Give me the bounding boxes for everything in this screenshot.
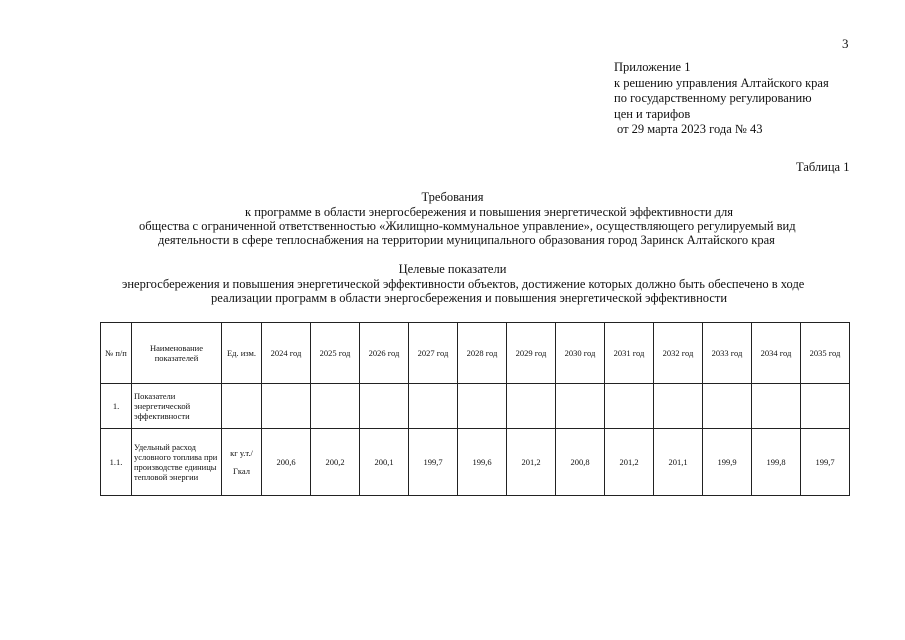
header-cell-year: 2024 год [262,323,311,384]
header-cell-year: 2034 год [752,323,801,384]
unit-line: кг у.т./ [230,448,253,458]
appendix-line: от 29 марта 2023 года № 43 [617,122,763,136]
table-row [101,384,850,429]
requirements-title: Требования [421,190,484,204]
table-label: Таблица 1 [796,160,850,174]
value-cell: 199,6 [458,429,507,496]
appendix-line: по государственному регулированию [614,91,812,105]
indicators-table [100,322,850,496]
page-number: 3 [842,36,849,51]
value-cell: 201,2 [507,429,556,496]
value-cell [703,384,752,429]
header-cell-year: 2035 год [801,323,850,384]
row-num-cell: 1.1. [101,429,132,496]
header-cell-year: 2025 год [311,323,360,384]
value-cell [801,384,850,429]
value-cell [409,384,458,429]
value-cell: 200,1 [360,429,409,496]
row-name-cell: Удельный расход условного топлива при производстве единицы тепловой энергии [132,429,222,496]
value-cell [507,384,556,429]
row-unit-cell [222,429,262,496]
value-cell: 200,6 [262,429,311,496]
value-cell: 199,7 [801,429,850,496]
value-cell: 199,8 [752,429,801,496]
value-cell [311,384,360,429]
header-cell-num: № п/п [101,323,132,384]
appendix-line: Приложение 1 [614,60,691,74]
value-cell [262,384,311,429]
requirements-line: к программе в области энергосбережения и повышения энергетической эффективности для [245,205,734,219]
value-cell: 201,1 [654,429,703,496]
row-unit-cell [222,384,262,429]
header-cell-year: 2026 год [360,323,409,384]
targets-line: реализации программ в области энергосбережения и повышения энергетической эффективности [211,291,728,305]
header-cell-unit: Ед. изм. [222,323,262,384]
row-num-cell: 1. [101,384,132,429]
value-cell: 200,2 [311,429,360,496]
header-cell-year: 2028 год [458,323,507,384]
value-cell: 199,9 [703,429,752,496]
header-cell-year: 2033 год [703,323,752,384]
header-cell-year: 2030 год [556,323,605,384]
header-cell-year: 2032 год [654,323,703,384]
requirements-line: общества с ограниченной ответственностью «Жилищно-коммунальное управление», осуществляющего регулируемый вид [139,219,796,233]
header-cell-year: 2031 год [605,323,654,384]
value-cell [752,384,801,429]
header-cell-name: Наименование показателей [132,323,222,384]
value-cell [556,384,605,429]
appendix-line: цен и тарифов [614,106,691,121]
appendix-line: к решению управления Алтайского края [614,75,829,90]
row-name-cell: Показатели энергетической эффективности [132,384,222,429]
value-cell: 201,2 [605,429,654,496]
value-cell: 199,7 [409,429,458,496]
value-cell [605,384,654,429]
value-cell [654,384,703,429]
value-cell [360,384,409,429]
value-cell: 200,8 [556,429,605,496]
targets-title: Целевые показатели [398,262,507,276]
appendix-block [614,60,829,138]
table-header-row [101,323,850,384]
requirements-line: деятельности в сфере теплоснабжения на территории муниципального образования город Заринск Алтайского края [158,233,775,247]
table-row [101,429,850,496]
header-cell-year: 2029 год [507,323,556,384]
targets-line: энергосбережения и повышения энергетической эффективности объектов, достижение которых должно быть обеспечено в ходе [122,277,805,291]
value-cell [458,384,507,429]
unit-line: Гкал [232,466,250,476]
header-cell-year: 2027 год [409,323,458,384]
